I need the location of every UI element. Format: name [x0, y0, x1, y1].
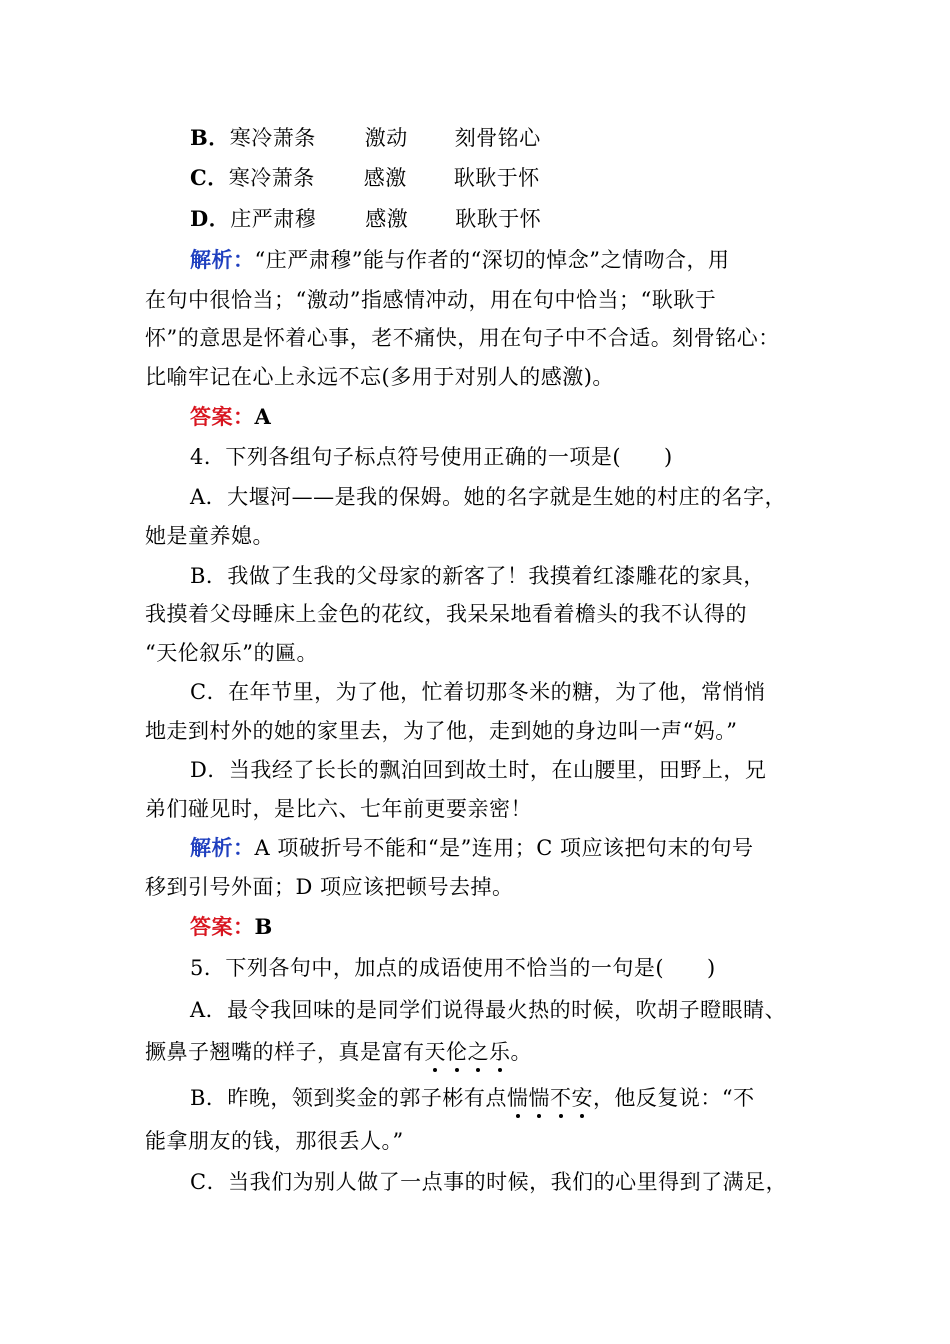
option-word-1: 寒冷萧条 — [228, 166, 315, 190]
q4-option-c-line-2: 地走到村外的她的家里去，为了他，走到她的身边叫一声“妈。” — [145, 719, 738, 743]
answer-tag: 答案： — [190, 914, 255, 939]
analysis-text: “庄严肃穆”能与作者的“深切的悼念”之情吻合，用 — [254, 248, 730, 272]
answer-value: A — [254, 404, 272, 429]
q5-option-a-line-2 — [145, 1038, 825, 1066]
q3-option-d — [190, 205, 870, 233]
dotted-char: 惴 — [506, 1086, 529, 1110]
q5-option-c-line-1: C．当我们为别人做了一点事的时候，我们的心里得到了满足， — [190, 1170, 788, 1194]
q3-answer — [190, 403, 870, 431]
q4-analysis-line-1 — [190, 834, 870, 862]
q3-analysis-line-3: 怀”的意思是怀着心事，老不痛快，用在句子中不合适。刻骨铭心： — [145, 326, 780, 350]
analysis-tag: 解析： — [190, 835, 255, 860]
option-word-2: 感激 — [365, 207, 409, 231]
dotted-char: 惴 — [528, 1086, 550, 1110]
analysis-text: A 项破折号不能和“是”连用；C 项应该把句末的句号 — [254, 836, 754, 860]
dotted-char: 乐 — [489, 1040, 511, 1064]
option-word-1: 庄严肃穆 — [230, 207, 317, 231]
analysis-tag: 解析： — [190, 247, 255, 272]
option-label: B． — [190, 125, 230, 150]
answer-tag: 答案： — [190, 404, 255, 429]
q4-stem: 4．下列各组句子标点符号使用正确的一项是( ) — [190, 445, 673, 469]
dotted-char: 不 — [549, 1086, 572, 1110]
q4-option-c-line-1: C．在年节里，为了他，忙着切那冬米的糖，为了他，常悄悄 — [190, 680, 766, 704]
q3-option-b — [190, 124, 870, 152]
q3-analysis-line-4: 比喻牢记在心上永远不忘(多用于对别人的感激)。 — [145, 365, 614, 389]
q4-option-b-line-2: 我摸着父母睡床上金色的花纹，我呆呆地看着檐头的我不认得的 — [145, 602, 747, 626]
option-word-3: 耿耿于怀 — [455, 207, 542, 231]
text-segment: 。 — [510, 1040, 532, 1064]
q4-option-a-line-1: A．大堰河——是我的保姆。她的名字就是生她的村庄的名字， — [190, 485, 787, 509]
answer-value: B — [254, 914, 273, 939]
option-word-2: 激动 — [364, 126, 408, 150]
q3-analysis-line-1 — [190, 246, 825, 274]
text-segment: 撅鼻子翘嘴的样子，真是富有 — [145, 1040, 425, 1064]
dotted-idiom — [425, 1040, 511, 1064]
q5-option-b-line-2: 能拿朋友的钱，那很丢人。” — [145, 1129, 404, 1153]
dotted-char: 安 — [571, 1086, 593, 1110]
text-segment: B．昨晚，领到奖金的郭子彬有点 — [190, 1086, 507, 1110]
q4-analysis-line-2: 移到引号外面；D 项应该把顿号去掉。 — [145, 875, 514, 899]
dotted-char: 之 — [467, 1040, 489, 1064]
q5-stem: 5．下列各句中，加点的成语使用不恰当的一句是( ) — [190, 956, 716, 980]
q5-option-a-line-1: A．最令我回味的是同学们说得最火热的时候，吹胡子瞪眼睛、 — [190, 998, 787, 1022]
q3-analysis-line-2: 在句中很恰当；“激动”指感情冲动，用在句中恰当；“耿耿于 — [145, 288, 717, 312]
dotted-char: 伦 — [446, 1040, 468, 1064]
option-word-2: 感激 — [363, 166, 407, 190]
option-label: D． — [190, 206, 231, 231]
option-word-1: 寒冷萧条 — [229, 126, 316, 150]
q4-option-a-line-2: 她是童养媳。 — [145, 524, 274, 548]
dotted-idiom — [507, 1086, 593, 1110]
option-word-3: 耿耿于怀 — [453, 166, 540, 190]
q4-option-d-line-2: 弟们碰见时，是比六、七年前更要亲密！ — [145, 797, 532, 821]
dotted-char: 天 — [424, 1040, 446, 1064]
q4-option-d-line-1: D．当我经了长长的飘泊回到故土时，在山腰里，田野上，兄 — [190, 758, 767, 782]
q4-answer — [190, 913, 870, 941]
q4-option-b-line-3: “天伦叙乐”的匾。 — [145, 641, 318, 665]
q3-option-c — [190, 164, 870, 192]
q4-option-b-line-1: B．我做了生我的父母家的新客了！我摸着红漆雕花的家具， — [190, 564, 765, 588]
text-segment: ，他反复说：“不 — [592, 1086, 755, 1110]
option-label: C． — [190, 165, 229, 190]
q5-option-b-line-1 — [190, 1084, 870, 1112]
option-word-3: 刻骨铭心 — [454, 126, 541, 150]
